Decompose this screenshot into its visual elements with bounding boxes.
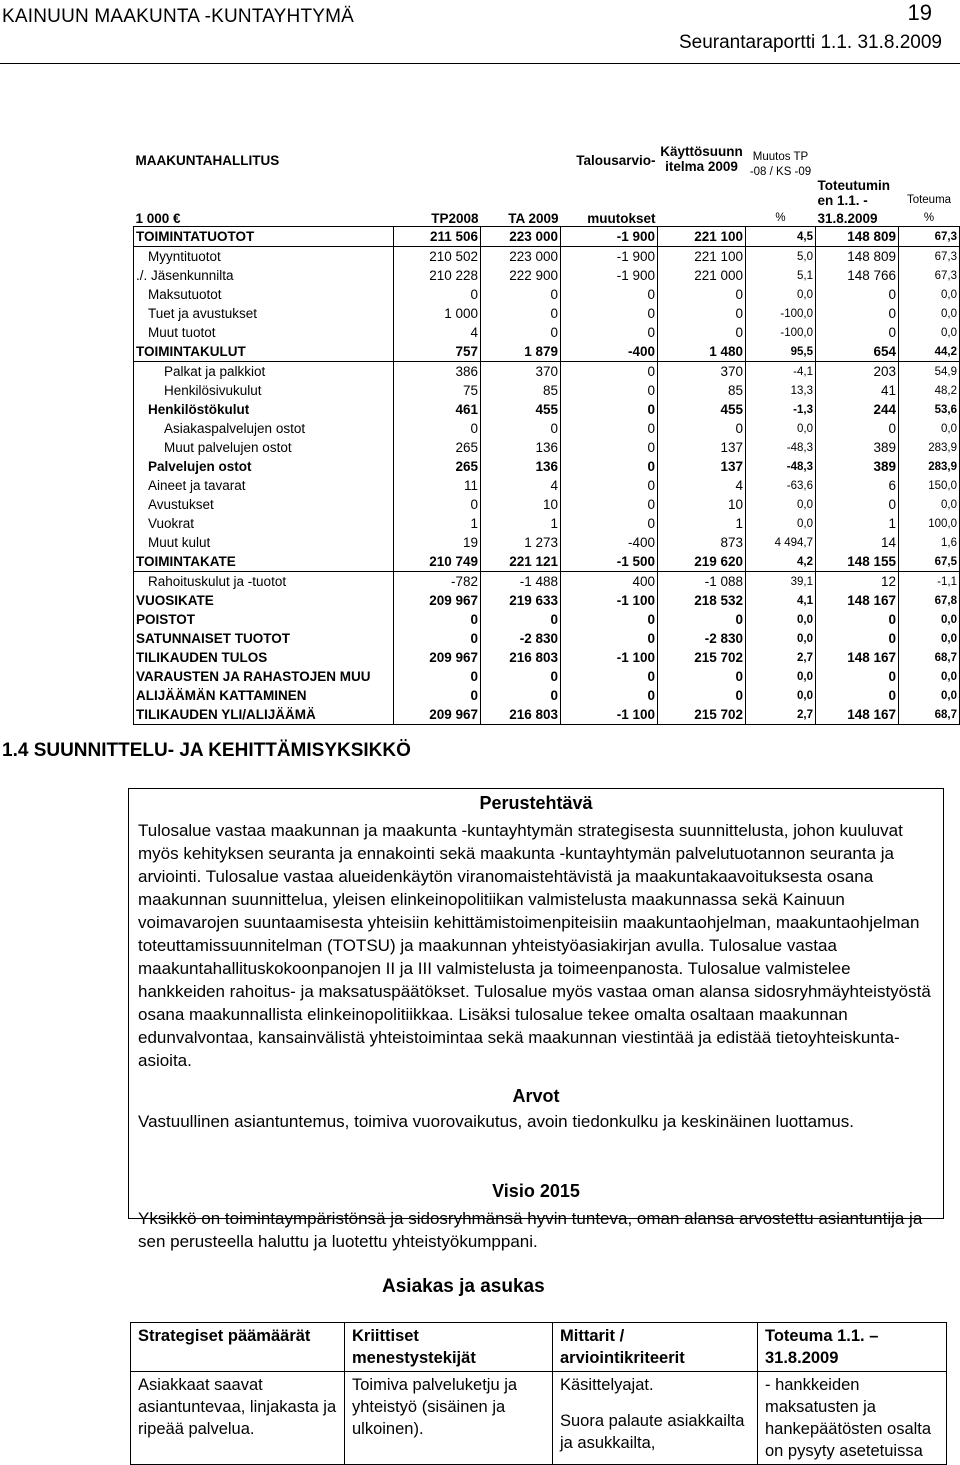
col-header-kayttosuunnitelma: Käyttösuunn itelma 2009 — [660, 144, 743, 174]
row-value: 455 — [658, 400, 746, 419]
row-value: 0 — [561, 419, 658, 438]
row-value: -63,6 — [746, 476, 816, 495]
row-label: Asiakaspalvelujen ostot — [134, 419, 394, 438]
row-value: 0 — [658, 419, 746, 438]
row-label: TOIMINTAKATE — [134, 552, 394, 572]
row-value: 4,5 — [746, 227, 816, 247]
row-label: Palkat ja palkkiot — [134, 362, 394, 382]
row-label: TOIMINTAKULUT — [134, 342, 394, 362]
row-value: 0,0 — [899, 610, 960, 629]
row-value: -782 — [394, 572, 481, 592]
row-value: 0,0 — [746, 610, 816, 629]
row-value: 221 121 — [481, 552, 561, 572]
row-value: 85 — [481, 381, 561, 400]
row-value: 216 803 — [481, 648, 561, 667]
row-value: 5,0 — [746, 247, 816, 267]
row-label: Avustukset — [134, 495, 394, 514]
row-value: 148 809 — [816, 227, 899, 247]
row-value: 0 — [561, 438, 658, 457]
table-row — [134, 247, 960, 267]
table-row — [134, 667, 960, 686]
row-value: 216 803 — [481, 705, 561, 725]
row-label: Muut palvelujen ostot — [134, 438, 394, 457]
row-value: 1 000 — [394, 304, 481, 323]
row-value: 100,0 — [899, 514, 960, 533]
row-value: 4 — [394, 323, 481, 342]
row-value: -1 488 — [481, 572, 561, 592]
row-value: 203 — [816, 362, 899, 382]
subsection-title: Asiakas ja asukas — [382, 1276, 545, 1297]
row-value: 0 — [561, 629, 658, 648]
row-value: 1 — [658, 514, 746, 533]
row-value: 0 — [394, 667, 481, 686]
col-header-toteutuma: Toteutumin en 1.1. - — [817, 178, 890, 208]
row-value: -2 830 — [658, 629, 746, 648]
col-header-ta2009: TA 2009 — [481, 208, 561, 227]
row-value: 12 — [816, 572, 899, 592]
row-value: 209 967 — [394, 648, 481, 667]
row-value: 0,0 — [899, 419, 960, 438]
row-value: 0 — [561, 304, 658, 323]
row-value: 19 — [394, 533, 481, 552]
table-row — [134, 457, 960, 476]
table-row — [134, 381, 960, 400]
row-value: 67,5 — [899, 552, 960, 572]
row-value: 4 — [481, 476, 561, 495]
row-value: 67,3 — [899, 227, 960, 247]
row-value: -1 500 — [561, 552, 658, 572]
arvot-heading: Arvot — [512, 1086, 560, 1106]
row-value: -1,3 — [746, 400, 816, 419]
row-value: 215 702 — [658, 705, 746, 725]
report-title: Seurantaraportti 1.1. 31.8.2009 — [678, 32, 942, 53]
row-label: Henkilösivukulut — [134, 381, 394, 400]
row-value: 265 — [394, 457, 481, 476]
unit-description-box — [128, 788, 944, 1251]
row-value: -400 — [561, 342, 658, 362]
row-value: 223 000 — [481, 227, 561, 247]
row-label: Muut tuotot — [134, 323, 394, 342]
row-value: 0 — [394, 686, 481, 705]
row-value: -1 100 — [561, 705, 658, 725]
row-value: 0 — [561, 285, 658, 304]
row-value: 218 532 — [658, 591, 746, 610]
row-label: Aineet ja tavarat — [134, 476, 394, 495]
row-value: 0 — [816, 629, 899, 648]
row-value: 0 — [658, 323, 746, 342]
row-value: 370 — [658, 362, 746, 382]
row-value: -100,0 — [746, 323, 816, 342]
row-value: 219 633 — [481, 591, 561, 610]
row-value: 0 — [561, 495, 658, 514]
row-value: 0,0 — [899, 629, 960, 648]
row-value: 0 — [481, 686, 561, 705]
table-row — [134, 476, 960, 495]
row-value: 0 — [481, 323, 561, 342]
row-value: 0 — [816, 323, 899, 342]
row-value: 13,3 — [746, 381, 816, 400]
row-value: 10 — [658, 495, 746, 514]
row-value: 0 — [658, 304, 746, 323]
row-label: Vuokrat — [134, 514, 394, 533]
row-value: 221 000 — [658, 266, 746, 285]
row-value: 2,7 — [746, 648, 816, 667]
row-value: -48,3 — [746, 457, 816, 476]
row-value: 0 — [816, 304, 899, 323]
visio-text: Yksikkö on toimintaympäristönsä ja sidosryhmänsä hyvin tunteva, oman alansa arvostettu asiantuntija ja sen perusteella haluttu ja luotettu yhteistyökumppani. — [138, 1209, 923, 1251]
row-value: 0 — [394, 610, 481, 629]
metric-item: Käsittelyajat. — [560, 1376, 654, 1394]
row-value: 1 480 — [658, 342, 746, 362]
metric-item: Suora palaute asiakkailta ja asukkailta, — [560, 1412, 745, 1452]
section-title: 1.4 SUUNNITTELU- JA KEHITTÄMISYKSIKKÖ — [2, 740, 411, 761]
row-value: 654 — [816, 342, 899, 362]
row-value: 0,0 — [899, 495, 960, 514]
row-value: 0 — [658, 686, 746, 705]
row-label: Tuet ja avustukset — [134, 304, 394, 323]
row-value: 210 228 — [394, 266, 481, 285]
col-header-muutos: Muutos TP -08 / KS -09 — [749, 151, 812, 178]
row-value: 67,3 — [899, 266, 960, 285]
row-value: 136 — [481, 438, 561, 457]
row-value: 265 — [394, 438, 481, 457]
row-value: 210 502 — [394, 247, 481, 267]
row-value: -4,1 — [746, 362, 816, 382]
perustehtava-text: Tulosalue vastaa maakunnan ja maakunta -kuntayhtymän strategisesta suunnittelusta, johon kuuluvat myös kehityksen seuranta ja ennakointi sekä maakunta -kuntayhtymän palvelutuotannon seuranta ja arviointi. Tulosalue vastaa alueidenkäytön viranomaistehtävistä ja maakuntakaavoituksesta osana maakunnan suunnittelua, yleisen elinkeinopolitiikan valmistelusta maakunnassa sekä Kainuun voimavarojen suuntaamisesta yhteisiin kehittämistoimenpiteisiin maakuntaohjelman, maakuntaohjelman toteuttamissuunnitelman (TOTSU) ja maakunnan yhteistyöasiakirjan avulla. Tulosalue vastaa maakuntahallituskokoonpanojen II ja III valmistelusta ja toimeenpanosta. Tulosalue valmistelee hankkeiden rahoitus- ja maksatuspäätökset. Tulosalue myös vastaa oman alansa sidosryhmäyhteistyöstä osana maakunnallista elinkeinopolitiikkaa. Lisäksi tulosalue tekee omalta osaltaan maakunnan edunvalvontaa, kansainvälistä yhteistoimintaa sekä maakunnan viestintää ja edistää tietoyhteiskunta-asioita. — [138, 821, 931, 1070]
strategy-table — [130, 1322, 947, 1465]
unit-scale: 1 000 € — [134, 208, 394, 227]
strategy-header-metrics: Mittarit / arviointikriteerit — [553, 1323, 758, 1372]
row-value: 150,0 — [899, 476, 960, 495]
row-value: 67,3 — [899, 247, 960, 267]
row-value: 1 273 — [481, 533, 561, 552]
row-value: 39,1 — [746, 572, 816, 592]
row-value: 221 100 — [658, 227, 746, 247]
row-value: 0,0 — [899, 686, 960, 705]
row-value: 0 — [658, 667, 746, 686]
row-value: 0,0 — [899, 304, 960, 323]
table-row — [134, 400, 960, 419]
row-value: 95,5 — [746, 342, 816, 362]
row-value: -100,0 — [746, 304, 816, 323]
row-value: 0 — [481, 285, 561, 304]
table-row — [134, 572, 960, 592]
table-row — [134, 438, 960, 457]
row-value: 0 — [658, 285, 746, 304]
row-value: -1 100 — [561, 591, 658, 610]
table-row — [134, 304, 960, 323]
row-value: 210 749 — [394, 552, 481, 572]
row-value: 4,1 — [746, 591, 816, 610]
row-value: -1 100 — [561, 648, 658, 667]
row-value: 0 — [816, 610, 899, 629]
row-value: 0 — [561, 457, 658, 476]
row-label: Rahoituskulut ja -tuotot — [134, 572, 394, 592]
strategy-header-factors: Kriittiset menestystekijät — [345, 1323, 553, 1372]
row-value: 0 — [561, 667, 658, 686]
row-value: -1 900 — [561, 247, 658, 267]
table-row — [134, 629, 960, 648]
row-value: 0 — [561, 686, 658, 705]
row-value: 68,7 — [899, 648, 960, 667]
row-value: 244 — [816, 400, 899, 419]
organization-name: KAINUUN MAAKUNTA -KUNTAYHTYMÄ — [2, 6, 355, 27]
row-value: 461 — [394, 400, 481, 419]
row-value: 215 702 — [658, 648, 746, 667]
row-value: 0 — [816, 686, 899, 705]
row-value: 0 — [394, 495, 481, 514]
row-value: 148 167 — [816, 705, 899, 725]
financial-table — [133, 92, 960, 725]
row-value: 873 — [658, 533, 746, 552]
row-value: 1 — [481, 514, 561, 533]
row-value: 0 — [658, 610, 746, 629]
unit-title: MAAKUNTAHALLITUS — [135, 152, 280, 168]
row-value: 0,0 — [746, 495, 816, 514]
row-value: 0 — [394, 629, 481, 648]
row-value: 400 — [561, 572, 658, 592]
row-value: 0 — [816, 495, 899, 514]
row-value: -2 830 — [481, 629, 561, 648]
visio-heading: Visio 2015 — [492, 1181, 580, 1201]
row-value: 44,2 — [899, 342, 960, 362]
row-value: 14 — [816, 533, 899, 552]
table-row — [134, 362, 960, 382]
row-value: 0 — [561, 362, 658, 382]
row-value: 0,0 — [899, 323, 960, 342]
row-value: -1 900 — [561, 266, 658, 285]
row-value: 0 — [481, 304, 561, 323]
col-header-toteutuma-date: 31.8.2009 — [816, 208, 899, 227]
row-value: 54,9 — [899, 362, 960, 382]
table-row — [134, 266, 960, 285]
row-value: 6 — [816, 476, 899, 495]
row-value: 0 — [481, 419, 561, 438]
row-value: 0,0 — [746, 419, 816, 438]
table-row — [134, 419, 960, 438]
row-value: 209 967 — [394, 591, 481, 610]
strategy-header-outcome: Toteuma 1.1. – 31.8.2009 — [758, 1323, 947, 1372]
row-value: 48,2 — [899, 381, 960, 400]
row-label: Myyntituotot — [134, 247, 394, 267]
row-value: 0,0 — [899, 285, 960, 304]
row-value: 41 — [816, 381, 899, 400]
table-row — [134, 342, 960, 362]
row-value: 0 — [561, 610, 658, 629]
row-value: 1,6 — [899, 533, 960, 552]
row-value: 389 — [816, 438, 899, 457]
row-label: TILIKAUDEN YLI/ALIJÄÄMÄ — [134, 705, 394, 725]
row-value: 1 — [816, 514, 899, 533]
col-header-toteuma-pct-sign: % — [899, 208, 960, 227]
col-header-muutos-pct: % — [746, 208, 816, 227]
row-value: 4 — [658, 476, 746, 495]
row-value: 137 — [658, 457, 746, 476]
header-divider — [0, 63, 960, 64]
table-row — [134, 648, 960, 667]
row-value: 136 — [481, 457, 561, 476]
row-label: POISTOT — [134, 610, 394, 629]
row-value: 757 — [394, 342, 481, 362]
row-value: 0,0 — [899, 667, 960, 686]
row-value: 0,0 — [746, 285, 816, 304]
col-header-muutokset: muutokset — [561, 208, 658, 227]
row-value: 211 506 — [394, 227, 481, 247]
strategy-metric-cell — [553, 1372, 758, 1465]
row-value: 283,9 — [899, 457, 960, 476]
row-value: 0 — [561, 514, 658, 533]
row-value: 0 — [561, 400, 658, 419]
row-value: 1 879 — [481, 342, 561, 362]
row-label: VARAUSTEN JA RAHASTOJEN MUU — [134, 667, 394, 686]
row-value: 85 — [658, 381, 746, 400]
row-value: -48,3 — [746, 438, 816, 457]
row-value: 75 — [394, 381, 481, 400]
row-value: 0,0 — [746, 667, 816, 686]
row-value: 11 — [394, 476, 481, 495]
row-label: ./. Jäsenkunnilta — [134, 266, 394, 285]
row-label: SATUNNAISET TUOTOT — [134, 629, 394, 648]
row-label: ALIJÄÄMÄN KATTAMINEN — [134, 686, 394, 705]
row-value: 0 — [561, 381, 658, 400]
table-row — [134, 533, 960, 552]
row-label: TOIMINTATUOTOT — [134, 227, 394, 247]
row-label: Palvelujen ostot — [134, 457, 394, 476]
row-label: TILIKAUDEN TULOS — [134, 648, 394, 667]
row-value: -1 088 — [658, 572, 746, 592]
row-value: 148 167 — [816, 648, 899, 667]
row-value: 148 167 — [816, 591, 899, 610]
strategy-factor-cell: Toimiva palveluketju ja yhteistyö (sisäinen ja ulkoinen). — [345, 1372, 553, 1465]
row-value: 389 — [816, 457, 899, 476]
row-value: 148 155 — [816, 552, 899, 572]
row-label: VUOSIKATE — [134, 591, 394, 610]
row-label: Muut kulut — [134, 533, 394, 552]
table-row — [134, 285, 960, 304]
row-value: 455 — [481, 400, 561, 419]
row-value: 219 620 — [658, 552, 746, 572]
page-number: 19 — [907, 0, 932, 25]
row-value: 0 — [481, 610, 561, 629]
row-value: 221 100 — [658, 247, 746, 267]
table-row — [134, 705, 960, 725]
row-value: -1,1 — [899, 572, 960, 592]
row-value: 5,1 — [746, 266, 816, 285]
row-value: -1 900 — [561, 227, 658, 247]
perustehtava-heading: Perustehtävä — [479, 793, 593, 813]
table-row — [134, 610, 960, 629]
table-row — [134, 323, 960, 342]
table-row — [134, 514, 960, 533]
col-header-talousarvio: Talousarvio- — [576, 152, 656, 168]
row-value: 0 — [394, 419, 481, 438]
row-value: 4 494,7 — [746, 533, 816, 552]
row-value: 137 — [658, 438, 746, 457]
table-row — [134, 686, 960, 705]
row-value: 0 — [561, 476, 658, 495]
row-value: -400 — [561, 533, 658, 552]
strategy-outcome-cell: - hankkeiden maksatusten ja hankepäätösten osalta on pysyty asetetuissa — [758, 1372, 947, 1465]
table-row — [134, 591, 960, 610]
row-value: 386 — [394, 362, 481, 382]
row-value: 0 — [481, 667, 561, 686]
strategy-goal-cell: Asiakkaat saavat asiantuntevaa, linjakasta ja ripeää palvelua. — [131, 1372, 345, 1465]
col-header-toteuma-pct: Toteuma — [906, 194, 952, 206]
arvot-text: Vastuullinen asiantuntemus, toimiva vuorovaikutus, avoin tiedonkulku ja keskinäinen luottamus. — [138, 1112, 854, 1131]
table-row — [134, 495, 960, 514]
row-value: 0 — [561, 323, 658, 342]
row-value: 53,6 — [899, 400, 960, 419]
table-row — [134, 552, 960, 572]
row-value: 222 900 — [481, 266, 561, 285]
row-label: Henkilöstökulut — [134, 400, 394, 419]
table-row — [134, 227, 960, 247]
row-value: 68,7 — [899, 705, 960, 725]
row-value: 0 — [816, 419, 899, 438]
row-value: 0,0 — [746, 514, 816, 533]
strategy-header-goals: Strategiset päämäärät — [131, 1323, 345, 1372]
row-value: 4,2 — [746, 552, 816, 572]
col-header-tp2008: TP2008 — [394, 208, 481, 227]
row-value: 148 809 — [816, 247, 899, 267]
row-value: 370 — [481, 362, 561, 382]
row-value: 148 766 — [816, 266, 899, 285]
row-value: 1 — [394, 514, 481, 533]
row-value: 223 000 — [481, 247, 561, 267]
row-value: 0 — [394, 285, 481, 304]
row-label: Maksutuotot — [134, 285, 394, 304]
row-value: 10 — [481, 495, 561, 514]
row-value: 2,7 — [746, 705, 816, 725]
row-value: 0 — [816, 667, 899, 686]
row-value: 0 — [816, 285, 899, 304]
row-value: 0,0 — [746, 686, 816, 705]
row-value: 0,0 — [746, 629, 816, 648]
row-value: 283,9 — [899, 438, 960, 457]
row-value: 67,8 — [899, 591, 960, 610]
row-value: 209 967 — [394, 705, 481, 725]
